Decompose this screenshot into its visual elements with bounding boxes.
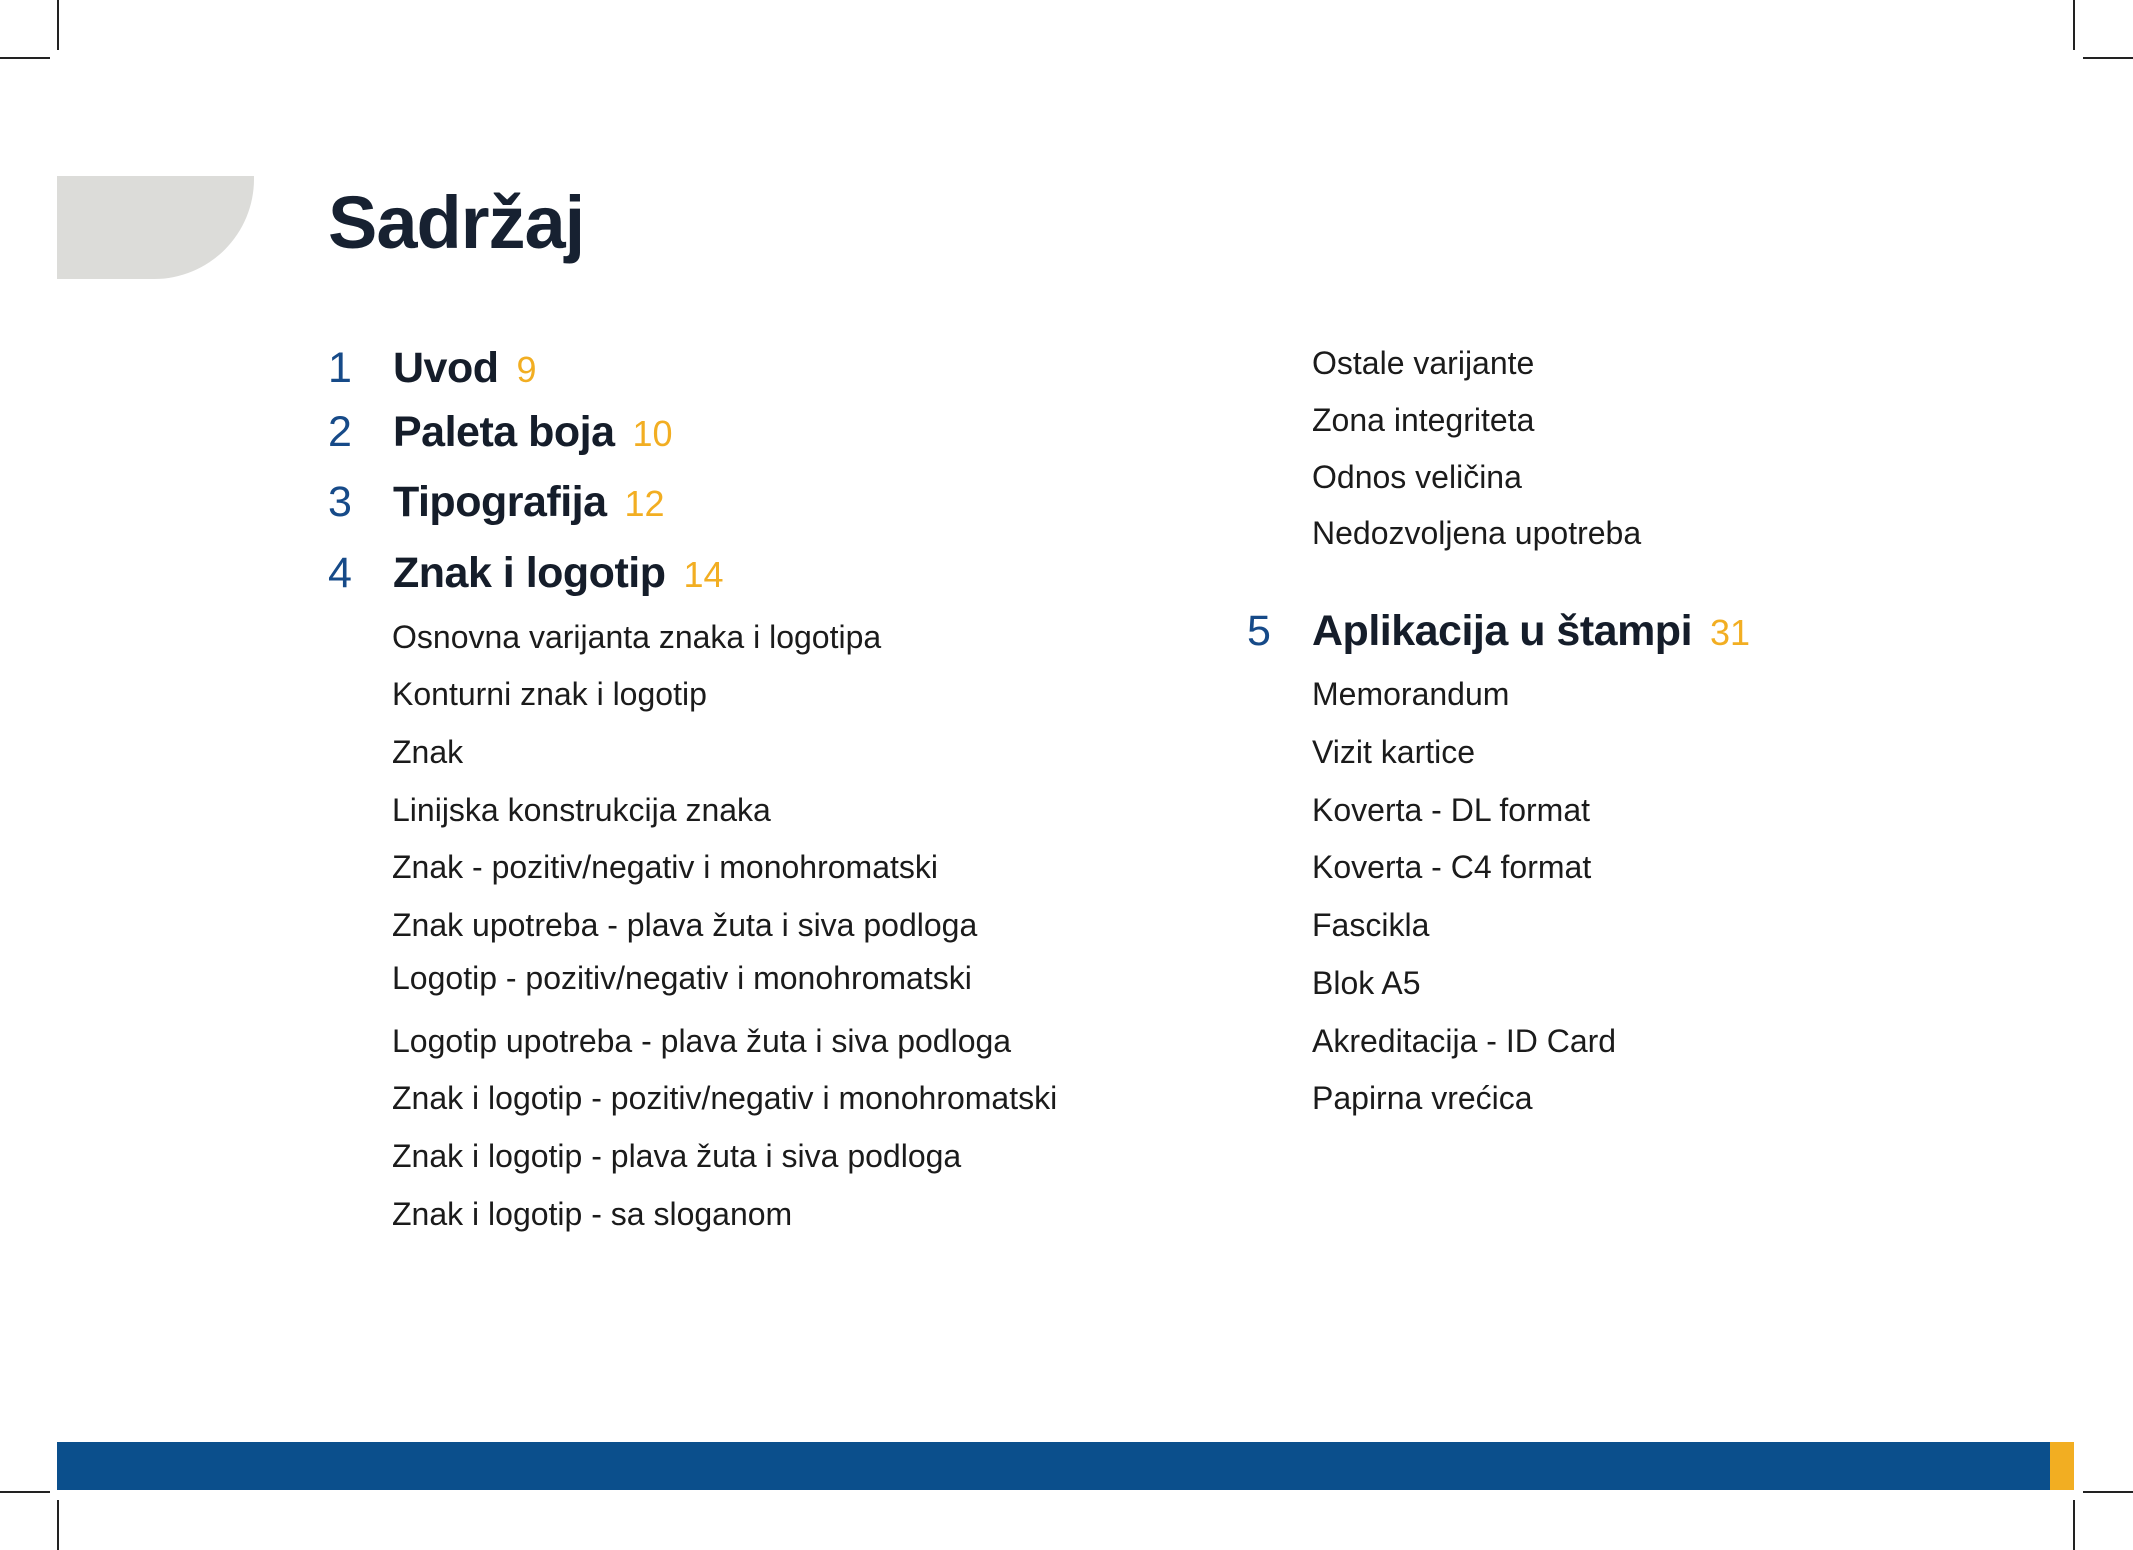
toc-item[interactable]: Logotip - pozitiv/negativ i monohromatski — [392, 960, 972, 996]
toc-item[interactable]: Koverta - DL format — [1312, 792, 1591, 828]
crop-mark-bottom-left-vertical — [57, 1500, 59, 1550]
toc-item[interactable]: Znak i logotip - plava žuta i siva podloga — [392, 1138, 962, 1174]
crop-mark-bottom-left-horizontal — [0, 1491, 50, 1493]
toc-section-title: Paleta boja — [393, 408, 615, 456]
toc-section-title: Tipografija — [393, 478, 607, 526]
toc-item[interactable]: Papirna vrećica — [1312, 1080, 1533, 1116]
toc-item[interactable]: Odnos veličina — [1312, 459, 1522, 495]
toc-item[interactable]: Znak - pozitiv/negativ i monohromatski — [392, 849, 938, 885]
crop-mark-top-left-vertical — [57, 0, 59, 50]
toc-section-number: 5 — [1247, 607, 1271, 655]
crop-mark-bottom-right-vertical — [2073, 1500, 2075, 1550]
header-tab-shape — [57, 176, 254, 279]
toc-item[interactable]: Znak i logotip - sa sloganom — [392, 1196, 793, 1232]
toc-item[interactable]: Akreditacija - ID Card — [1312, 1023, 1617, 1059]
toc-item[interactable]: Nedozvoljena upotreba — [1312, 515, 1642, 551]
crop-mark-bottom-right-horizontal — [2083, 1491, 2133, 1493]
toc-item[interactable]: Blok A5 — [1312, 965, 1421, 1001]
toc-section-title: Znak i logotip — [393, 549, 666, 597]
toc-item[interactable]: Znak — [392, 734, 464, 770]
crop-mark-top-left-horizontal — [0, 57, 50, 59]
crop-mark-top-right-vertical — [2073, 0, 2075, 50]
toc-section-page: 14 — [683, 554, 724, 595]
toc-section-number: 4 — [328, 549, 352, 597]
footer-bar-blue — [57, 1442, 2050, 1490]
toc-section-page: 31 — [1710, 612, 1751, 653]
page-title: Sadržaj — [328, 181, 585, 264]
toc-item[interactable]: Koverta - C4 format — [1312, 849, 1592, 885]
toc-item[interactable]: Znak i logotip - pozitiv/negativ i monohromatski — [392, 1080, 1058, 1116]
toc-section-number: 1 — [328, 344, 352, 392]
toc-section-page: 10 — [632, 413, 673, 454]
toc-item[interactable]: Ostale varijante — [1312, 345, 1535, 381]
toc-section-title: Aplikacija u štampi — [1312, 607, 1693, 655]
toc-item[interactable]: Fascikla — [1312, 907, 1430, 943]
toc-item[interactable]: Logotip upotreba - plava žuta i siva podloga — [392, 1023, 1012, 1059]
toc-section-page: 12 — [624, 483, 665, 524]
toc-item[interactable]: Osnovna varijanta znaka i logotipa — [392, 619, 882, 655]
toc-item[interactable]: Znak upotreba - plava žuta i siva podloga — [392, 907, 978, 943]
crop-mark-top-right-horizontal — [2083, 57, 2133, 59]
toc-item[interactable]: Memorandum — [1312, 676, 1510, 712]
footer-bar-yellow — [2050, 1442, 2074, 1490]
toc-item[interactable]: Zona integriteta — [1312, 402, 1535, 438]
toc-item[interactable]: Konturni znak i logotip — [392, 676, 707, 712]
toc-section-title: Uvod — [393, 344, 499, 392]
toc-item[interactable]: Linijska konstrukcija znaka — [392, 792, 771, 828]
toc-item[interactable]: Vizit kartice — [1312, 734, 1476, 770]
toc-section-number: 3 — [328, 478, 352, 526]
toc-section-number: 2 — [328, 408, 352, 456]
toc-section-page: 9 — [516, 349, 537, 390]
